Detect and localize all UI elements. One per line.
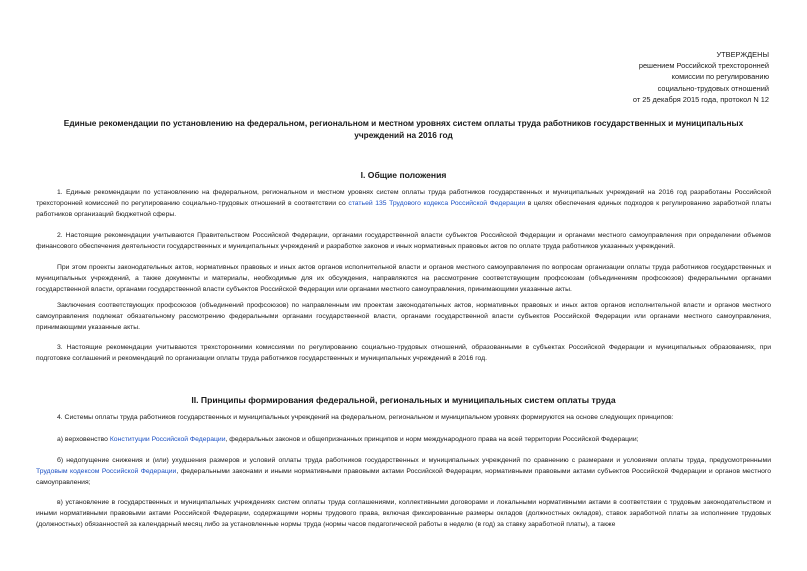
paragraph: 1. Единые рекомендации по установлению на федеральном, региональном и местном уровнях систем оплаты труда работников государственных и муниципальных учреждений на 2016 год разработаны Российской трехсторонней комиссией по регулированию социально-трудовых отношений в соответствии со статьей 135 Трудового кодекса Российской Федерации в целях обеспечения единых подходов к регулированию заработной платы работников организаций бюджетной сферы.: [36, 189, 772, 218]
paragraph: б) недопущение снижения и (или) ухудшения размеров и условий оплаты труда работников государственных и муниципальных учреждений по сравнению с размерами и условиями оплаты труда, предусмотренными Трудовым кодексом Российской Федерации, федеральными законами и иными нормативными правовыми актами Российской Федерации, нормативными правовыми актами субъектов Российской Федерации и органов местного самоуправления;: [36, 457, 771, 486]
approval-line: от 25 декабря 2015 года, протокол N 12: [632, 94, 769, 104]
paragraph: 2. Настоящие рекомендации учитываются Правительством Российской Федерации, органами государственной власти субъектов Российской Федерации и органами местного самоуправления при определении объемов финансового обеспечения деятельности государственных и муниципальных учреждений и разработке законов и иных нормативных правовых актов по оплате труда работников указанных учреждений.: [36, 232, 771, 250]
paragraph: а) верховенство Конституции Российской Федерации, федеральных законов и общепризнанных принципов и норм международного права на всей территории Российской Федерации;: [57, 436, 639, 443]
document-title-line: Единые рекомендации по установлению на федеральном, региональном и местном уровнях систем оплаты труда работников государственных и муниципальных: [63, 118, 744, 128]
paragraph: 4. Системы оплаты труда работников государственных и муниципальных учреждений на федеральном, региональном и муниципальном уровнях формируются на основе следующих принципов:: [57, 414, 674, 421]
approval-line: комиссии по регулированию: [671, 72, 769, 82]
approval-line: социально-трудовых отношений: [657, 83, 769, 93]
paragraph: 3. Настоящие рекомендации учитываются трехсторонними комиссиями по регулированию социально-трудовых отношений, образованными в субъектах Российской Федерации и муниципальных образованиях, при подготовке соглашений и рекомендаций по организации оплаты труда работников государственных и муниципальных учреждений в 2016 год.: [36, 344, 771, 362]
paragraph: Заключения соответствующих профсоюзов (объединений профсоюзов) по направленным им проектам законодательных актов, нормативных правовых и иных актов органов исполнительной власти и органов местного самоуправления подлежат обязательному рассмотрению федеральными органами государственной власти, органами государственной власти субъектов Российской Федерации или органами местного самоуправления, принимающими указанные акты.: [36, 302, 771, 331]
labor-code-link[interactable]: Трудовым кодексом Российской Федерации: [36, 467, 177, 475]
paragraph: в) установление в государственных и муниципальных учреждениях систем оплаты труда соглашениями, коллективными договорами и локальными нормативными актами в соответствии с трудовым законодательством и иными нормативными правовыми актами Российской Федерации, содержащими нормы трудового права, включая фиксированные размеры окладов (должностных окладов), ставок заработной платы за исполнение трудовых (должностных) обязанностей за календарный месяц либо за установленные нормы труда (нормы часов педагогической работы в неделю (в год) за ставку заработной платы), а также: [36, 499, 771, 528]
approval-block: [633, 49, 769, 105]
article-135-link[interactable]: статьей 135 Трудового кодекса Российской Федерации: [348, 199, 526, 207]
paragraph: При этом проекты законодательных актов, нормативных правовых и иных актов органов исполнительной власти и органов местного самоуправления по вопросам организации оплаты труда работников государственных и муниципальных учреждений, а также документы и материалы, необходимые для их обсуждения, направляются на рассмотрение соответствующим профсоюзам (объединениям профсоюзов) федеральными органами государственной власти, органами государственной власти субъектов Российской Федерации или органами местного самоуправления, принимающими указанные акты.: [36, 264, 771, 293]
document-title-line: учреждений на 2016 год: [354, 130, 453, 140]
approval-line: УТВЕРЖДЕНЫ: [716, 50, 769, 59]
approval-line: решением Российской трехсторонней: [638, 61, 769, 71]
document-title: [36, 117, 771, 141]
section-heading: I. Общие положения: [360, 170, 447, 180]
constitution-link[interactable]: Конституции Российской Федерации: [109, 436, 226, 443]
section-heading: II. Принципы формирования федеральной, региональных и муниципальных систем оплаты труда: [191, 395, 616, 405]
